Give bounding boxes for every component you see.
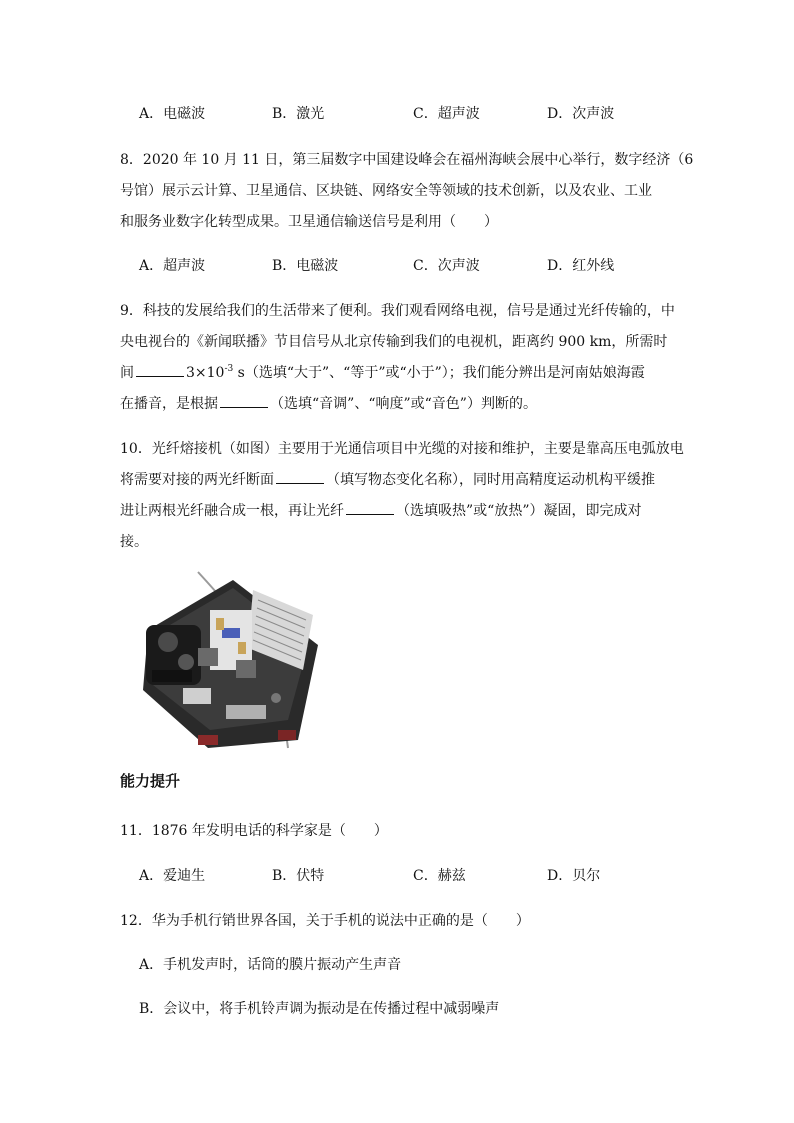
- section-title: 能力提升: [120, 772, 181, 790]
- q7-option-d: D．次声波: [547, 106, 615, 122]
- q8-stem-line-3: 和服务业数字化转型成果。卫星通信输送信号是利用（ ）: [120, 214, 498, 230]
- q8-option-d: D．红外线: [547, 258, 615, 274]
- q8-option-c: C．次声波: [413, 258, 480, 274]
- q11-option-b: B．伏特: [272, 868, 325, 884]
- q8-option-b: B．电磁波: [272, 258, 339, 274]
- q11-option-a: A．爱迪生: [139, 868, 206, 884]
- q9-stem-line-3: [120, 362, 645, 382]
- fusion-splicer-figure: [138, 570, 328, 750]
- q9-line3-exponent: -3: [224, 364, 234, 374]
- q12-option-b: B．会议中，将手机铃声调为振动是在传播过程中减弱噪声: [139, 1001, 500, 1017]
- q9-stem-line-4: [120, 393, 537, 413]
- electrode-blue: [222, 628, 240, 638]
- q8-option-a: A．超声波: [139, 258, 206, 274]
- q9-line3-prefix: 间: [120, 365, 134, 381]
- q9-answer-blank-2[interactable]: [220, 393, 268, 408]
- q10-stem-line-2: [120, 469, 655, 489]
- q11-option-c: C．赫兹: [413, 868, 466, 884]
- q9-answer-blank-1[interactable]: [136, 362, 184, 377]
- q9-line3-suffix: s（选填“大于”、“等于”或“小于”）；我们能分辨出是河南姑娘海霞: [233, 365, 645, 381]
- q8-stem-line-2: 号馆）展示云计算、卫星通信、区块链、网络安全等领域的技术创新，以及农业、工业: [120, 183, 652, 199]
- q10-answer-blank-2[interactable]: [346, 500, 394, 515]
- q9-line3-value: 3×10: [186, 365, 225, 381]
- q7-option-b: B．激光: [272, 106, 325, 122]
- q9-line4-suffix: （选填“音调”、“响度”或“音色”）判断的。: [270, 396, 537, 412]
- q10-answer-blank-1[interactable]: [276, 469, 324, 484]
- q9-stem-line-2: 央电视台的《新闻联播》节目信号从北京传输到我们的电视机，距离约 900 km，所需时: [120, 334, 668, 350]
- q10-line2-suffix: （填写物态变化名称），同时用高精度运动机构平缓推: [326, 472, 655, 488]
- q10-stem-line-4: 接。: [120, 534, 148, 550]
- q12-option-a: A．手机发声时，话筒的膜片振动产生声音: [139, 957, 402, 973]
- q12-stem: 12．华为手机行销世界各国，关于手机的说法中正确的是（ ）: [120, 913, 530, 929]
- q11-stem: 11．1876 年发明电话的科学家是（ ）: [120, 823, 388, 839]
- q8-stem-line-1: 8．2020 年 10 月 11 日，第三届数字中国建设峰会在福州海峡会展中心举行，数字经济（6: [120, 152, 694, 168]
- q7-option-a: A．电磁波: [139, 106, 206, 122]
- q10-line2-prefix: 将需要对接的两光纤断面: [120, 472, 274, 488]
- q7-option-c: C．超声波: [413, 106, 480, 122]
- q10-stem-line-3: [120, 500, 641, 520]
- q9-line4-prefix: 在播音，是根据: [120, 396, 218, 412]
- q10-stem-line-1: 10．光纤熔接机（如图）主要用于光通信项目中光缆的对接和维护，主要是靠高压电弧放电: [120, 441, 684, 457]
- q10-line3-suffix: （选填吸热”或“放热”）凝固，即完成对: [396, 503, 642, 519]
- q10-line3-prefix: 进让两根光纤融合成一根，再让光纤: [120, 503, 344, 519]
- q9-stem-line-1: 9．科技的发展给我们的生活带来了便利。我们观看网络电视，信号是通过光纤传输的，中: [120, 303, 675, 319]
- q11-option-d: D．贝尔: [547, 868, 601, 884]
